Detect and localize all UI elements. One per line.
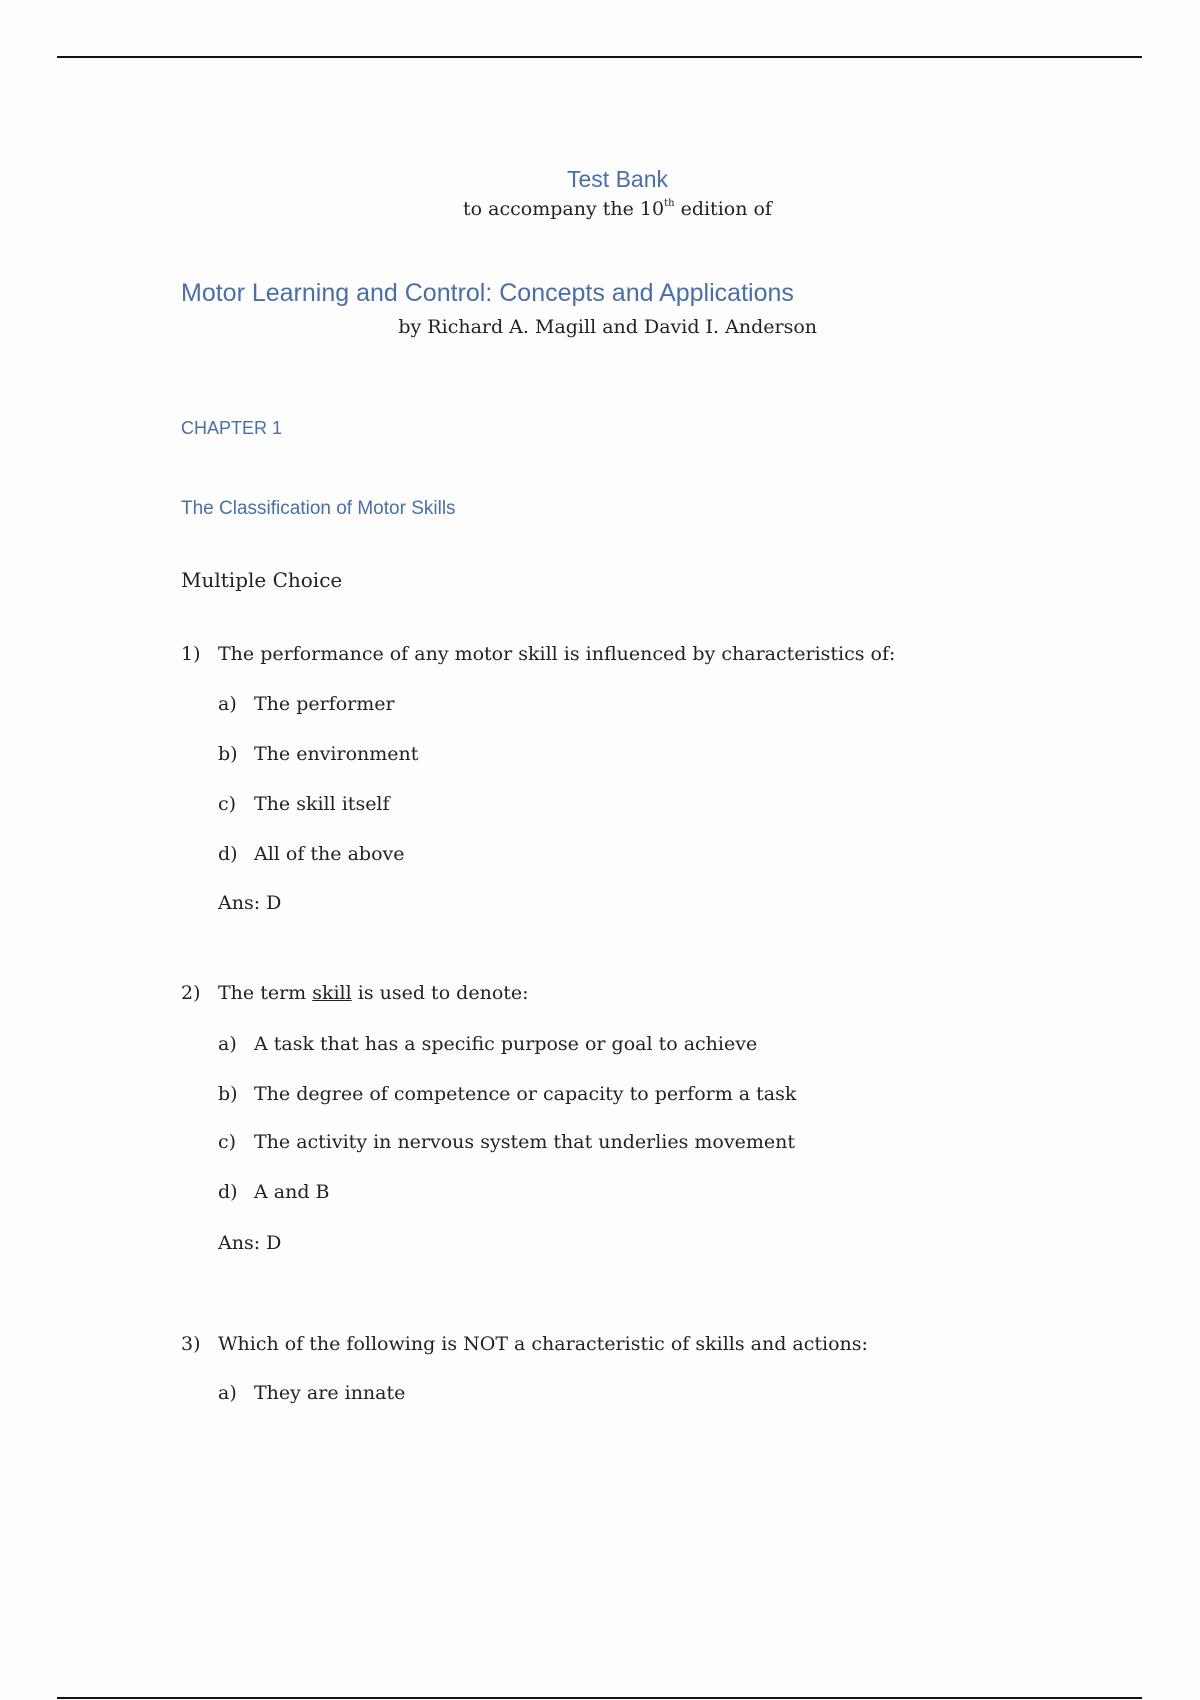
option-text: The environment (254, 743, 419, 765)
question-type-heading: Multiple Choice (181, 568, 343, 592)
option-letter: a) (218, 1033, 237, 1055)
chapter-label: CHAPTER 1 (181, 418, 283, 438)
option-text: All of the above (254, 843, 405, 865)
question-number: 1) (181, 643, 201, 665)
option-text: The degree of competence or capacity to perform a task (254, 1083, 797, 1105)
option-text: They are innate (254, 1382, 406, 1404)
subtitle-suffix: edition of (674, 198, 772, 220)
option-letter: d) (218, 843, 238, 865)
answer-key: Ans: D (218, 1232, 282, 1254)
answer-key: Ans: D (218, 892, 282, 914)
option-letter: a) (218, 693, 237, 715)
option-letter: b) (218, 743, 238, 765)
option-text: The skill itself (254, 793, 390, 815)
question-text: Which of the following is NOT a characteristic of skills and actions: (218, 1333, 868, 1355)
section-heading: The Classification of Motor Skills (181, 498, 456, 519)
page-title: Test Bank (567, 166, 668, 192)
subtitle-prefix: to accompany the 10 (463, 198, 665, 220)
question-number: 3) (181, 1333, 201, 1355)
option-letter: d) (218, 1181, 238, 1203)
book-title: Motor Learning and Control: Concepts and Applications (181, 279, 794, 307)
question-text (218, 982, 529, 1004)
option-letter: c) (218, 1131, 237, 1153)
question-text-after: is used to denote: (351, 982, 529, 1004)
option-letter: c) (218, 793, 237, 815)
option-text: The performer (254, 693, 395, 715)
option-text: A task that has a specific purpose or goal to achieve (254, 1033, 758, 1055)
option-letter: b) (218, 1083, 238, 1105)
book-authors: by Richard A. Magill and David I. Anderson (398, 316, 817, 338)
option-text: A and B (254, 1181, 330, 1203)
question-text-before: The term (218, 982, 313, 1004)
question-number: 2) (181, 982, 201, 1004)
option-letter: a) (218, 1382, 237, 1404)
subtitle-superscript: th (664, 198, 675, 209)
top-rule (57, 56, 1142, 58)
page-subtitle (0, 198, 1200, 220)
bottom-rule (57, 1697, 1142, 1699)
question-text: The performance of any motor skill is influenced by characteristics of: (218, 643, 896, 665)
underlined-term: skill (312, 982, 352, 1004)
option-text: The activity in nervous system that underlies movement (254, 1131, 795, 1153)
